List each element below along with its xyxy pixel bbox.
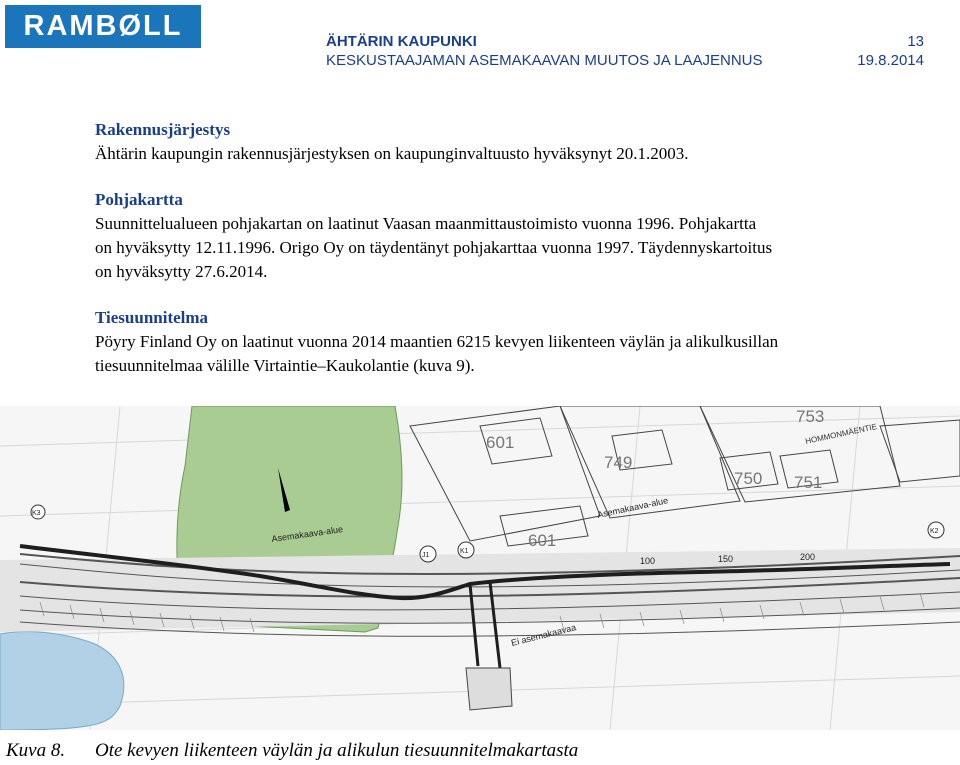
plot-number: 751 (794, 473, 823, 492)
paragraph-line: Ähtärin kaupungin rakennusjärjestyksen on kaupunginvaltuusto hyväksynyt 20.1.2003. (95, 144, 689, 163)
caption-number: Kuva 8. (6, 740, 66, 761)
logo-text: RAMBØLL (23, 10, 183, 42)
paragraph-line: on hyväksytty 12.11.1996. Origo Oy on täydentänyt pohjakarttaa vuonna 1997. Täydennyskartoitus (95, 238, 773, 257)
section-heading: Rakennusjärjestys (95, 120, 231, 139)
section-heading: Tiesuunnitelma (95, 308, 209, 327)
document-title: KESKUSTAAJAMAN ASEMAKAAVAN MUUTOS JA LAAJENNUS (326, 52, 763, 69)
plan-map-svg (0, 406, 960, 730)
plot-boundaries (410, 406, 960, 546)
plot-number: 601 (486, 433, 515, 452)
document-date: 19.8.2014 (857, 52, 924, 69)
plot-number: 749 (604, 453, 633, 472)
plot-number: 750 (734, 469, 763, 488)
caption-text: Ote kevyen liikenteen väylän ja alikulun tiesuunnitelmakartasta (95, 740, 579, 761)
section-heading: Pohjakartta (95, 190, 183, 209)
street-label: HOMMONMÄENTIE (804, 421, 878, 446)
logo (5, 5, 201, 48)
paragraph-line: Suunnittelualueen pohjakartan on laatinut Vaasan maanmittaustoimisto vuonna 1996. Pohjakartta (95, 214, 757, 233)
plan-map (0, 406, 960, 730)
km-mark: 100 (640, 556, 656, 566)
header-organization: ÄHTÄRIN KAUPUNKI (326, 33, 477, 50)
paragraph-line: Pöyry Finland Oy on laatinut vuonna 2014 maantien 6215 kevyen liikenteen väylän ja alikulkusillan (95, 332, 779, 351)
marker-label: K3 (32, 510, 41, 517)
plot-number: 753 (796, 407, 825, 426)
figure-caption (6, 740, 578, 762)
marker-label: J1 (422, 552, 430, 559)
underpass-structure (466, 668, 512, 710)
km-mark: 150 (718, 554, 734, 564)
zone-label: Ei asemakaavaa (510, 622, 578, 648)
paragraph-line: on hyväksytty 27.6.2014. (95, 262, 268, 281)
zone-label: Asemakaava-alue (596, 495, 669, 520)
document-body (95, 118, 935, 378)
marker-label: K1 (460, 548, 469, 555)
plot-number: 601 (528, 531, 557, 550)
km-mark: 200 (800, 552, 816, 562)
paragraph-line: tiesuunnitelmaa välille Virtaintie–Kaukolantie (kuva 9). (95, 356, 475, 375)
marker-label: K2 (930, 528, 939, 535)
water-area (0, 632, 124, 730)
page-number: 13 (907, 33, 924, 50)
zone-label: Asemakaava-alue (270, 524, 344, 544)
